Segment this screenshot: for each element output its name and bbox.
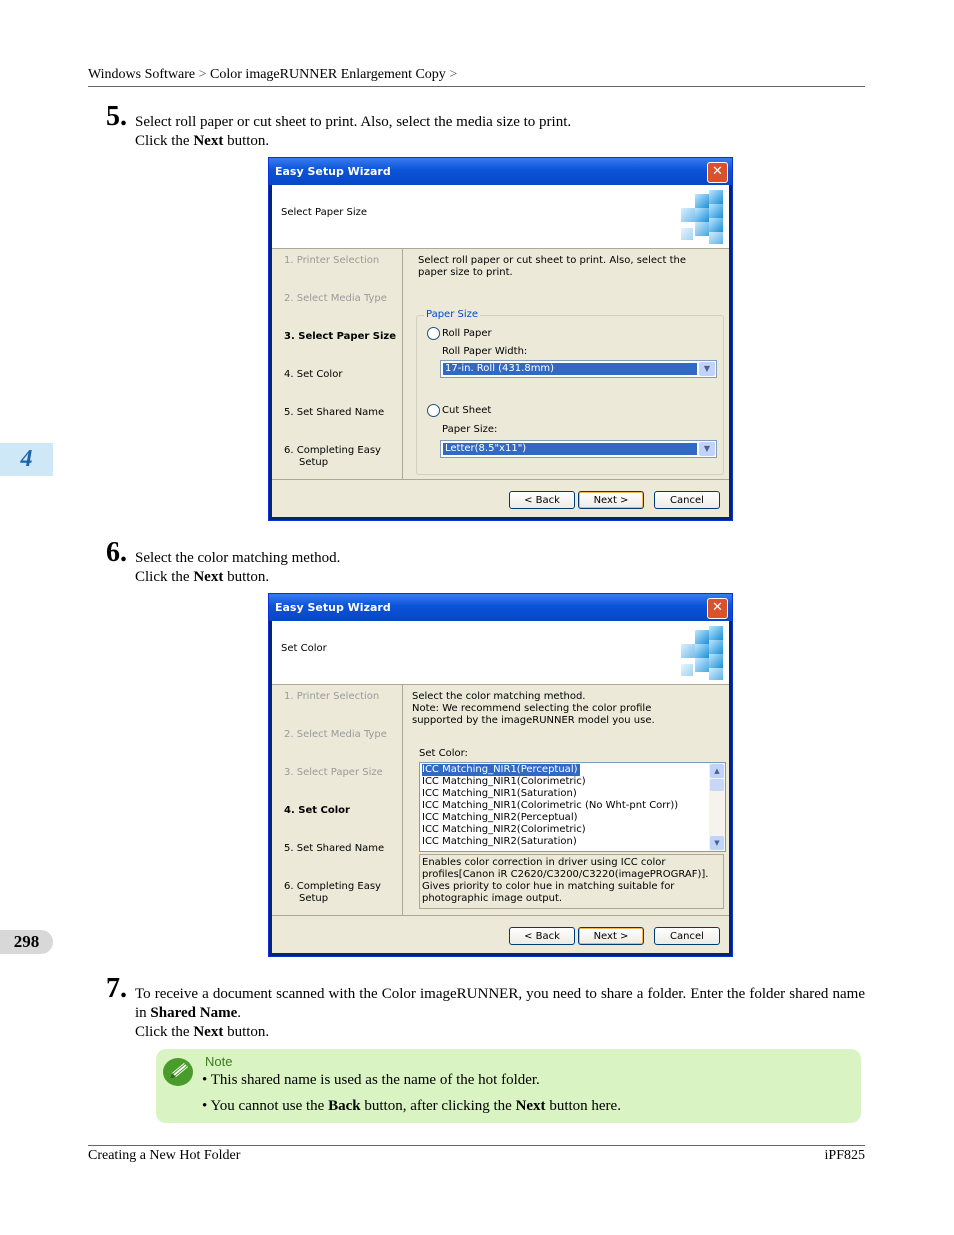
footer-right: iPF825 — [824, 1148, 865, 1163]
roll-paper-radio[interactable] — [427, 327, 440, 340]
pencil-note-icon — [162, 1057, 194, 1087]
banner-title: Select Paper Size — [281, 207, 368, 218]
cancel-button[interactable]: Cancel — [654, 491, 720, 509]
list-item[interactable]: ICC Matching_NIR2(Colorimetric) — [422, 824, 586, 835]
banner-title: Set Color — [281, 643, 327, 654]
instruction-text: Select the color matching method. — [412, 691, 586, 702]
wizard-step-current: 3. Select Paper Size — [284, 331, 397, 342]
back-button[interactable]: < Back — [509, 491, 575, 509]
dialog-body — [272, 185, 729, 517]
field-label: Roll Paper Width: — [442, 346, 528, 357]
running-header — [88, 67, 865, 87]
wizard-step: 1. Printer Selection — [284, 255, 380, 266]
wizard-step: 4. Set Color — [284, 369, 343, 380]
step-line: Select the color matching method. — [135, 550, 341, 566]
scrollbar[interactable] — [709, 763, 725, 851]
dialog-title: Easy Setup Wizard — [269, 158, 732, 185]
list-item[interactable]: ICC Matching_NIR2(Saturation) — [422, 836, 577, 847]
paper-size-select[interactable] — [440, 440, 717, 458]
instruction-text: Select roll paper or cut sheet to print. Also, select the paper size to print. — [418, 255, 687, 278]
bold-text: Shared Name — [150, 1005, 238, 1021]
text-run: button. — [223, 569, 270, 585]
text-run: Click the — [135, 1024, 194, 1040]
divider — [272, 915, 729, 916]
wizard-step: 2. Select Media Type — [284, 293, 387, 304]
field-label: Paper Size: — [442, 424, 498, 435]
wizard-cubes-icon — [677, 624, 727, 682]
step-line — [135, 132, 865, 151]
easy-setup-wizard-dialog — [268, 593, 733, 957]
step-text — [135, 549, 865, 587]
list-item[interactable]: ICC Matching_NIR1(Perceptual) — [422, 764, 578, 775]
chevron-up-icon[interactable]: ▲ — [710, 764, 724, 778]
header-separator: > — [198, 67, 207, 82]
cancel-button[interactable]: Cancel — [654, 927, 720, 945]
chevron-down-icon[interactable]: ▼ — [699, 362, 715, 376]
instruction-text: Note: We recommend selecting the color profile — [412, 703, 652, 714]
step-number: 6. — [106, 537, 127, 568]
step-text — [135, 985, 865, 1042]
group-label: Paper Size — [426, 309, 479, 320]
step-line — [135, 1023, 865, 1042]
note-title: Note — [205, 1054, 233, 1069]
text-run: This shared name is used as the name of the hot folder. — [210, 1072, 540, 1088]
bold-text: Next — [193, 133, 224, 149]
instruction-text: supported by the imageRUNNER model you use. — [412, 715, 655, 726]
wizard-step-current: 4. Set Color — [284, 805, 350, 816]
running-footer — [88, 1145, 865, 1164]
header-part1: Windows Software — [88, 67, 196, 82]
text-run: button, after clicking the — [360, 1098, 516, 1114]
wizard-step: 6. Completing Easy — [284, 445, 381, 456]
list-item — [202, 1097, 621, 1116]
note-list — [202, 1071, 621, 1123]
wizard-steps — [272, 249, 403, 479]
chapter-tab: 4 — [0, 443, 53, 476]
bold-text: Back — [328, 1098, 361, 1114]
easy-setup-wizard-dialog — [268, 157, 733, 521]
note-box — [156, 1049, 861, 1123]
radio-label: Roll Paper — [442, 328, 492, 339]
step-line: Select roll paper or cut sheet to print. Also, select the media size to print. — [135, 114, 572, 130]
text-run: Click the — [135, 133, 194, 149]
wizard-step: 1. Printer Selection — [284, 691, 380, 702]
wizard-step: 6. Completing Easy — [284, 881, 381, 892]
set-color-listbox[interactable] — [419, 762, 726, 852]
selected-value: 17-in. Roll (431.8mm) — [443, 363, 697, 375]
divider — [272, 479, 729, 480]
footer-left: Creating a New Hot Folder — [88, 1148, 241, 1163]
text-run: To receive a document scanned with the Color imageRUNNER, you need to share a folder. Enter the folder shared name in — [135, 986, 865, 1021]
bold-text: Next — [193, 569, 224, 585]
text-run: button. — [223, 133, 270, 149]
bold-text: Next — [193, 1024, 224, 1040]
header-separator-2: > — [449, 67, 458, 82]
next-button[interactable]: Next > — [578, 927, 644, 945]
list-item[interactable]: ICC Matching_NIR2(Perceptual) — [422, 812, 578, 823]
dialog-body — [272, 621, 729, 953]
selected-value: Letter(8.5"x11") — [443, 443, 697, 455]
step-line — [135, 568, 865, 587]
text-run: Click the — [135, 569, 194, 585]
step-line — [135, 985, 865, 1023]
text-run: You cannot use the — [210, 1098, 329, 1114]
dialog-title: Easy Setup Wizard — [269, 594, 732, 621]
dialog-banner — [272, 185, 729, 249]
close-button[interactable]: ✕ — [707, 598, 728, 619]
page-number: 298 — [0, 930, 53, 954]
text-run: button here. — [545, 1098, 621, 1114]
bold-text: Next — [515, 1098, 546, 1114]
list-item[interactable]: ICC Matching_NIR1(Colorimetric) — [422, 776, 586, 787]
back-button[interactable]: < Back — [509, 927, 575, 945]
radio-label: Cut Sheet — [442, 405, 492, 416]
step-number: 7. — [106, 973, 127, 1004]
wizard-step: 5. Set Shared Name — [284, 407, 385, 418]
wizard-step-cont: Setup — [299, 457, 329, 468]
list-item[interactable]: ICC Matching_NIR1(Colorimetric (No Wht-pnt Corr)) — [422, 800, 679, 811]
field-label: Set Color: — [419, 748, 468, 759]
roll-width-select[interactable] — [440, 360, 717, 378]
text-run: button. — [223, 1024, 270, 1040]
next-button[interactable]: Next > — [578, 491, 644, 509]
description-box: Enables color correction in driver using ICC color profiles[Canon iR C2620/C3200/C3220(imagePROGRAF)]. Gives priority to color hue in matching suitable for photographic image output. — [419, 854, 724, 909]
scroll-thumb[interactable] — [710, 779, 724, 791]
wizard-cubes-icon — [677, 188, 727, 246]
wizard-step: 3. Select Paper Size — [284, 767, 383, 778]
close-button[interactable]: ✕ — [707, 162, 728, 183]
wizard-step: 5. Set Shared Name — [284, 843, 385, 854]
text-run: . — [237, 1005, 241, 1021]
wizard-step-cont: Setup — [299, 893, 329, 904]
step-text — [135, 113, 865, 151]
step-number: 5. — [106, 101, 127, 132]
list-item — [202, 1071, 621, 1090]
dialog-banner — [272, 621, 729, 685]
wizard-steps — [272, 685, 403, 915]
chevron-down-icon[interactable]: ▼ — [699, 442, 715, 456]
list-item[interactable]: ICC Matching_NIR1(Saturation) — [422, 788, 577, 799]
cut-sheet-radio[interactable] — [427, 404, 440, 417]
wizard-step: 2. Select Media Type — [284, 729, 387, 740]
chevron-down-icon[interactable]: ▼ — [710, 836, 724, 850]
header-part2: Color imageRUNNER Enlargement Copy — [210, 67, 446, 82]
